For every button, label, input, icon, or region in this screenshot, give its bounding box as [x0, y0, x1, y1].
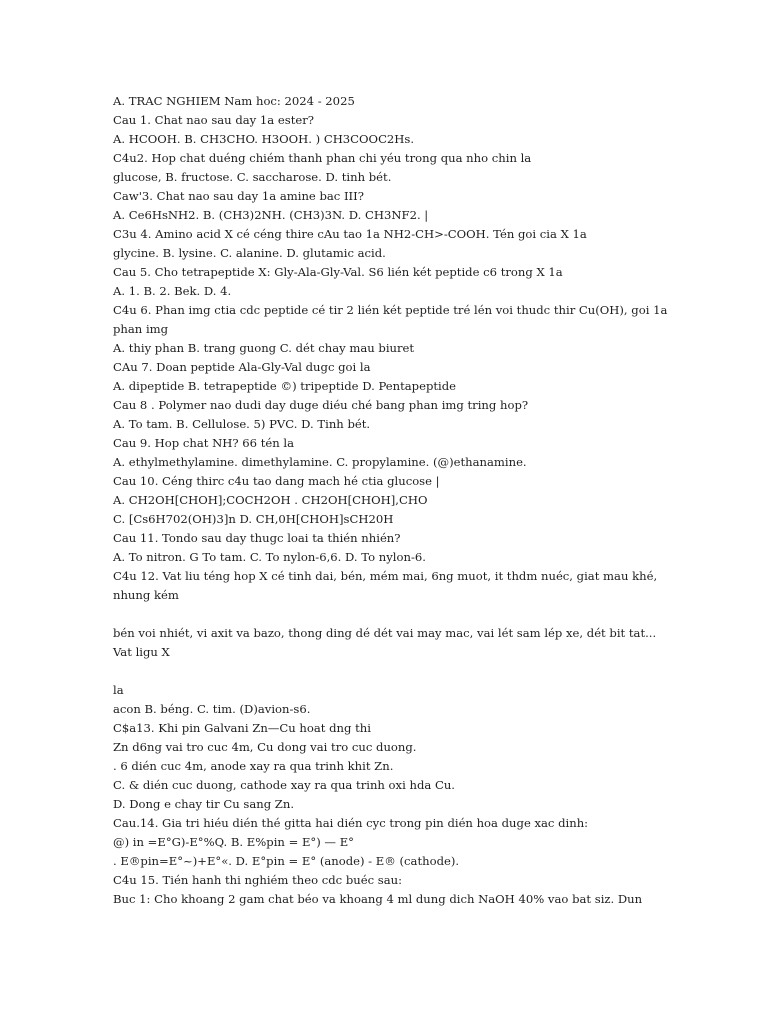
text-line: C3u 4. Amino acid X cé céng thire cAu tao 1a NH2-CH>-COOH. Tén goi cia X 1a [113, 227, 587, 241]
text-line: C. [Cs6H702(OH)3]n D. CH,0H[CHOH]sCH20H [113, 512, 394, 526]
document-text [113, 92, 673, 909]
text-line: C4u 6. Phan img ctia cdc peptide cé tir 2 lién két peptide tré lén voi thudc thir Cu(OH), goi 1a [113, 303, 668, 317]
text-line: Cau 10. Céng thirc c4u tao dang mach hé ctia glucose | [113, 474, 440, 488]
text-line: A. CH2OH[CHOH];COCH2OH . CH2OH[CHOH],CHO [113, 493, 428, 507]
text-line: Zn d6ng vai tro cuc 4m, Cu dong vai tro cuc duong. [113, 740, 417, 754]
text-line: . 6 dién cuc 4m, anode xay ra qua trinh khit Zn. [113, 759, 394, 773]
text-line: A. dipeptide B. tetrapeptide ©) tripeptide D. Pentapeptide [113, 379, 457, 393]
text-line: A. thiy phan B. trang guong C. dét chay mau biuret [113, 341, 415, 355]
text-line: C4u 15. Tién hanh thi nghiém theo cdc buéc sau: [113, 873, 403, 887]
text-line: C$a13. Khi pin Galvani Zn—Cu hoat dng thi [113, 721, 371, 735]
text-line: acon B. béng. C. tim. (D)avion-s6. [113, 702, 311, 716]
text-line: glucose, B. fructose. C. saccharose. D. tinh bét. [113, 170, 392, 184]
text-line: Cau 1. Chat nao sau day 1a ester? [113, 113, 314, 127]
text-line: A. Ce6HsNH2. B. (CH3)2NH. (CH3)3N. D. CH3NF2. | [113, 208, 429, 222]
text-line: CAu 7. Doan peptide Ala-Gly-Val dugc goi la [113, 360, 371, 374]
blank-line [113, 605, 673, 624]
text-line: bén voi nhiét, vi axit va bazo, thong ding dé dét vai may mac, vai lét sam lép xe, dét bit tat... [113, 626, 657, 640]
text-line: Cau 8 . Polymer nao dudi day duge diéu ché bang phan img tring hop? [113, 398, 529, 412]
blank-line [113, 662, 673, 681]
text-line: glycine. B. lysine. C. alanine. D. glutamic acid. [113, 246, 386, 260]
text-line: C. & dién cuc duong, cathode xay ra qua trinh oxi hda Cu. [113, 778, 455, 792]
text-line: A. TRAC NGHIEM Nam hoc: 2024 - 2025 [113, 94, 355, 108]
text-line: Cau 5. Cho tetrapeptide X: Gly-Ala-Gly-Val. S6 lién két peptide c6 trong X 1a [113, 265, 563, 279]
text-line: D. Dong e chay tir Cu sang Zn. [113, 797, 295, 811]
text-line: C4u 12. Vat liu téng hop X cé tinh dai, bén, mém mai, 6ng muot, it thdm nuéc, giat mau khé, [113, 569, 658, 583]
text-line: Buc 1: Cho khoang 2 gam chat béo va khoang 4 ml dung dich NaOH 40% vao bat siz. Dun [113, 892, 643, 906]
text-line: Cau.14. Gia tri hiéu dién thé gitta hai dién cyc trong pin dién hoa duge xac dinh: [113, 816, 589, 830]
text-line: nhung kém [113, 588, 179, 602]
text-line: A. 1. B. 2. Bek. D. 4. [113, 284, 232, 298]
text-line: phan img [113, 322, 169, 336]
text-line: Caw'3. Chat nao sau day 1a amine bac III? [113, 189, 364, 203]
text-line: A. To nitron. G To tam. C. To nylon-6,6. D. To nylon-6. [113, 550, 426, 564]
text-line: . E®pin=E°~)+E°«. D. E°pin = E° (anode) - E® (cathode). [113, 854, 460, 868]
text-line: la [113, 683, 124, 697]
text-line: Cau 9. Hop chat NH? 66 tén la [113, 436, 294, 450]
text-line: Vat ligu X [113, 645, 170, 659]
text-line: C4u2. Hop chat duéng chiém thanh phan chi yéu trong qua nho chin la [113, 151, 532, 165]
text-line: Cau 11. Tondo sau day thugc loai ta thién nhién? [113, 531, 401, 545]
text-line: A. To tam. B. Cellulose. 5) PVC. D. Tinh bét. [113, 417, 371, 431]
text-line: @) in =E°G)-E°%Q. B. E%pin = E°) — E° [113, 835, 354, 849]
text-line: A. HCOOH. B. CH3CHO. H3OOH. ) CH3COOC2Hs. [113, 132, 415, 146]
text-line: A. ethylmethylamine. dimethylamine. C. propylamine. (@)ethanamine. [113, 455, 527, 469]
